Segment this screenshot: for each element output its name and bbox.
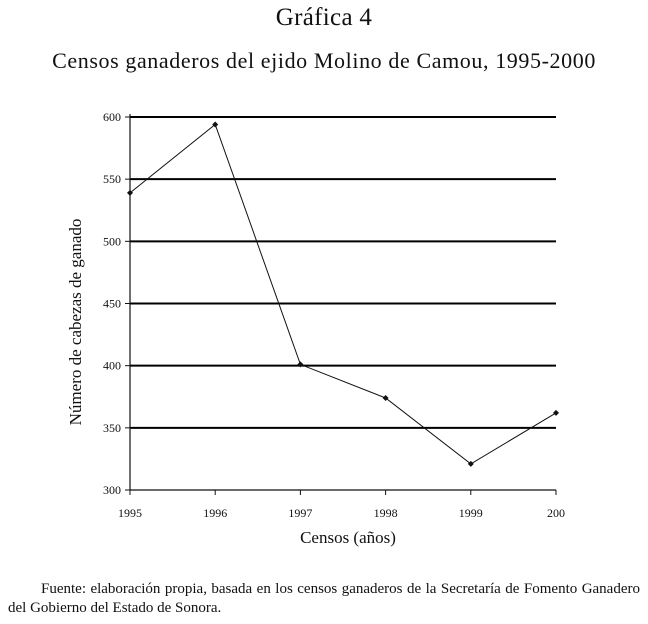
y-tick-label-600: 600	[103, 110, 121, 124]
series-line	[130, 124, 556, 463]
y-tick-label-500: 500	[103, 234, 121, 249]
x-axis-label: Censos (años)	[300, 528, 396, 547]
y-tick-labels	[103, 110, 121, 497]
y-tick-label-350: 350	[103, 420, 121, 435]
x-tick-label-1998: 1998	[373, 506, 398, 520]
x-tick-label-200: 200	[547, 506, 565, 520]
x-tick-label-1995: 1995	[118, 506, 142, 520]
y-tick-label-300: 300	[103, 483, 121, 497]
x-tick-label-1997: 1997	[288, 506, 313, 520]
x-tick-label-1999: 1999	[458, 506, 483, 520]
data-point-200	[553, 410, 559, 416]
x-tick-labels	[118, 506, 565, 520]
y-tick-label-400: 400	[103, 358, 121, 373]
y-tick-label-550: 550	[103, 172, 121, 187]
figure-number: Gráfica 4	[275, 4, 373, 31]
source-note: Fuente: elaboración propia, basada en los censos ganaderos de la Secretaría de Fomento Ganadero del Gobierno del Estado de Sonora.	[8, 581, 640, 616]
chart-title: Censos ganaderos del ejido Molino de Camou, 1995-2000	[52, 48, 596, 73]
y-axis-label: Número de cabezas de ganado	[66, 218, 85, 426]
series-line-group	[127, 121, 559, 466]
y-tick-label-450: 450	[103, 296, 121, 311]
x-tick-label-1996: 1996	[203, 506, 228, 520]
